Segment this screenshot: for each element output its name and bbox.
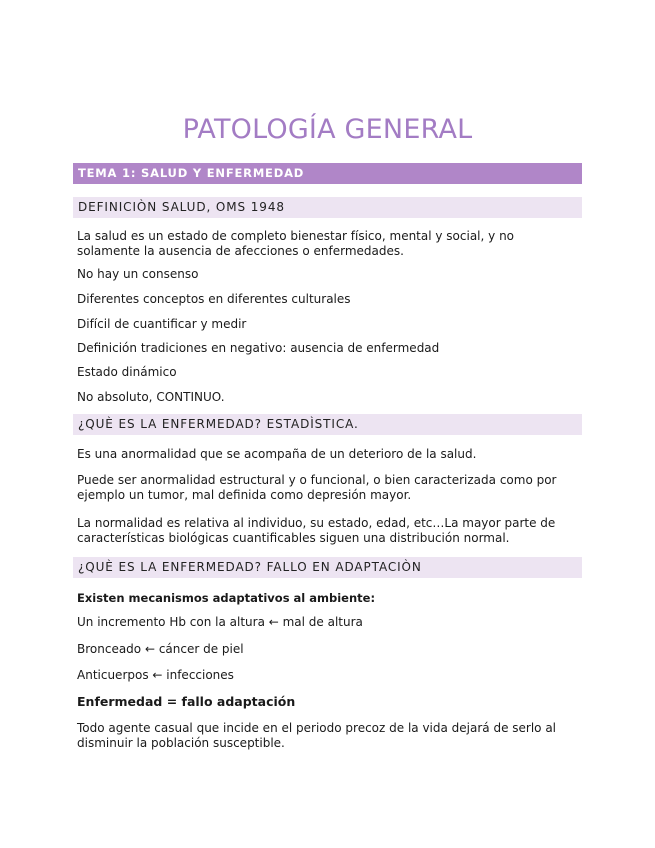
section-heading-disease-statistics: ¿QUÈ ES LA ENFERMEDAD? ESTADÌSTICA. [73, 414, 582, 435]
paragraph: Diferentes conceptos en diferentes culturales [77, 292, 351, 306]
document-title: PATOLOGÍA GENERAL [182, 114, 473, 145]
paragraph: Un incremento Hb con la altura ← mal de altura [77, 615, 363, 629]
paragraph: Puede ser anormalidad estructural y o funcional, o bien caracterizada como por ejemplo un tumor, mal definida como depresión mayor. [77, 473, 557, 502]
paragraph: No absoluto, CONTINUO. [77, 390, 225, 404]
paragraph: No hay un consenso [77, 267, 199, 281]
paragraph: La normalidad es relativa al individuo, su estado, edad, etc…La mayor parte de características biológicas cuantificables siguen una distribución normal. [77, 516, 556, 545]
paragraph: Difícil de cuantificar y medir [77, 317, 247, 331]
paragraph: Es una anormalidad que se acompaña de un deterioro de la salud. [77, 447, 477, 461]
paragraph-bold: Enfermedad = fallo adaptación [77, 694, 296, 709]
paragraph: Anticuerpos ← infecciones [77, 668, 234, 682]
section-heading-health-definition: DEFINICIÒN SALUD, OMS 1948 [73, 197, 582, 218]
section-heading-disease-adaptation: ¿QUÈ ES LA ENFERMEDAD? FALLO EN ADAPTACIÒN [73, 557, 582, 578]
paragraph: Definición tradiciones en negativo: ausencia de enfermedad [77, 341, 440, 355]
paragraph-bold: Existen mecanismos adaptativos al ambiente: [77, 591, 376, 605]
paragraph: Todo agente casual que incide en el periodo precoz de la vida dejará de serlo al disminuir la población susceptible. [77, 721, 557, 750]
paragraph: Bronceado ← cáncer de piel [77, 642, 244, 656]
paragraph: La salud es un estado de completo bienestar físico, mental y social, y no solamente la ausencia de afecciones o enfermedades. [77, 229, 515, 258]
chapter-heading: TEMA 1: SALUD Y ENFERMEDAD [73, 163, 582, 184]
paragraph: Estado dinámico [77, 365, 177, 379]
